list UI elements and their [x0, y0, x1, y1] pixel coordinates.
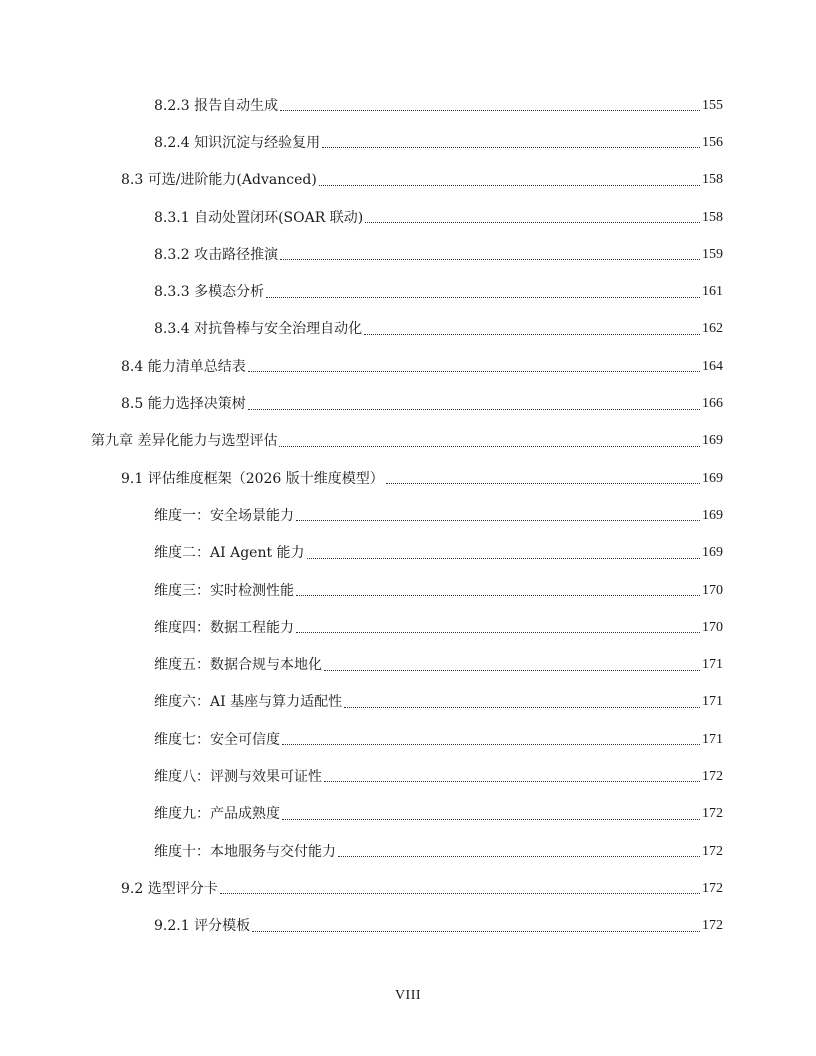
dot-leader: [365, 222, 700, 223]
toc-entry-dimension-2[interactable]: [0, 535, 816, 572]
toc-page-number: 166: [702, 396, 723, 412]
dot-leader: [364, 334, 700, 335]
toc-entry-title: 维度四：数据工程能力: [154, 619, 294, 636]
dot-leader: [386, 483, 700, 484]
toc-entry-title: 8.2.3 报告自动生成: [154, 97, 279, 114]
toc-entry-title: 8.2.4 知识沉淀与经验复用: [154, 134, 321, 151]
toc-entry-8-5[interactable]: [0, 385, 816, 422]
toc-page-number: 169: [702, 545, 723, 561]
toc-entry-dimension-10[interactable]: [0, 833, 816, 870]
toc-page-number: 170: [702, 582, 723, 598]
toc-page-number: 172: [702, 880, 723, 896]
dot-leader: [296, 595, 700, 596]
toc-page-number: 156: [702, 134, 723, 150]
toc-page-number: 162: [702, 321, 723, 337]
toc-entry-8-4[interactable]: [0, 348, 816, 385]
toc-entry-dimension-8[interactable]: [0, 758, 816, 795]
toc-entry-title: 维度二：AI Agent 能力: [154, 545, 305, 562]
toc-page-number: 171: [702, 657, 723, 673]
toc-page-number: 171: [702, 694, 723, 710]
toc-entry-title: 维度五：数据合规与本地化: [154, 657, 322, 674]
dot-leader: [296, 520, 700, 521]
toc-page-number: 172: [702, 806, 723, 822]
toc-entry-8-3-2[interactable]: [0, 236, 816, 273]
dot-leader: [248, 409, 700, 410]
dot-leader: [344, 707, 700, 708]
toc-entry-title: 8.3.1 自动处置闭环(SOAR 联动): [154, 209, 364, 226]
dot-leader: [266, 297, 700, 298]
toc-entry-9-2[interactable]: [0, 870, 816, 907]
toc-entry-title: 9.2.1 评分模板: [154, 918, 251, 935]
toc-entry-title: 第九章 差异化能力与选型评估: [91, 433, 278, 450]
toc-entry-title: 9.1 评估维度框架（2026 版十维度模型）: [121, 470, 384, 487]
toc-entry-title: 维度十：本地服务与交付能力: [154, 843, 336, 860]
toc-page-number: 158: [702, 209, 723, 225]
toc-entry-dimension-7[interactable]: [0, 721, 816, 758]
toc-entry-8-2-4[interactable]: [0, 124, 816, 161]
toc-page-number: 159: [702, 246, 723, 262]
dot-leader: [307, 558, 700, 559]
toc-entry-dimension-4[interactable]: [0, 609, 816, 646]
toc-entry-8-2-3[interactable]: [0, 87, 816, 124]
toc-entry-title: 8.3.2 攻击路径推演: [154, 246, 279, 263]
dot-leader: [248, 371, 700, 372]
table-of-contents: [0, 87, 816, 945]
dot-leader: [319, 185, 700, 186]
dot-leader: [296, 632, 700, 633]
dot-leader: [220, 893, 700, 894]
toc-entry-8-3[interactable]: [0, 162, 816, 199]
toc-entry-title: 8.3 可选/进阶能力(Advanced): [121, 172, 317, 189]
toc-entry-title: 9.2 选型评分卡: [121, 880, 218, 897]
dot-leader: [279, 446, 700, 447]
toc-entry-title: 8.5 能力选择决策树: [121, 396, 246, 413]
dot-leader: [280, 110, 700, 111]
toc-entry-title: 维度一：安全场景能力: [154, 507, 294, 524]
toc-entry-8-3-4[interactable]: [0, 311, 816, 348]
toc-entry-dimension-1[interactable]: [0, 497, 816, 534]
toc-entry-9-2-1[interactable]: [0, 908, 816, 945]
toc-page-number: 169: [702, 507, 723, 523]
toc-page-number: 164: [702, 358, 723, 374]
toc-page-number: 169: [702, 433, 723, 449]
dot-leader: [282, 819, 700, 820]
toc-entry-dimension-9[interactable]: [0, 796, 816, 833]
toc-entry-title: 维度三：实时检测性能: [154, 582, 294, 599]
toc-entry-title: 维度七：安全可信度: [154, 731, 280, 748]
dot-leader: [322, 147, 700, 148]
toc-entry-chapter-9[interactable]: [0, 423, 816, 460]
toc-entry-title: 8.3.4 对抗鲁棒与安全治理自动化: [154, 321, 363, 338]
toc-page-number: 169: [702, 470, 723, 486]
toc-entry-title: 维度九：产品成熟度: [154, 806, 280, 823]
toc-page-number: 161: [702, 284, 723, 300]
dot-leader: [252, 931, 700, 932]
toc-page-number: 172: [702, 918, 723, 934]
toc-page-number: 172: [702, 768, 723, 784]
toc-entry-title: 8.4 能力清单总结表: [121, 358, 246, 375]
toc-entry-dimension-5[interactable]: [0, 646, 816, 683]
dot-leader: [324, 670, 700, 671]
toc-page-number: 172: [702, 843, 723, 859]
dot-leader: [282, 744, 700, 745]
toc-entry-dimension-6[interactable]: [0, 684, 816, 721]
toc-entry-title: 维度六：AI 基座与算力适配性: [154, 694, 343, 711]
toc-page-number: 155: [702, 97, 723, 113]
dot-leader: [280, 259, 700, 260]
toc-entry-title: 维度八：评测与效果可证性: [154, 768, 322, 785]
dot-leader: [338, 856, 700, 857]
toc-entry-dimension-3[interactable]: [0, 572, 816, 609]
toc-entry-8-3-1[interactable]: [0, 199, 816, 236]
page-footer-number: VIII: [394, 988, 422, 1003]
toc-page-number: 171: [702, 731, 723, 747]
toc-page-number: 158: [702, 172, 723, 188]
toc-entry-9-1[interactable]: [0, 460, 816, 497]
dot-leader: [324, 781, 700, 782]
toc-page-number: 170: [702, 619, 723, 635]
toc-entry-8-3-3[interactable]: [0, 273, 816, 310]
toc-entry-title: 8.3.3 多模态分析: [154, 284, 265, 301]
